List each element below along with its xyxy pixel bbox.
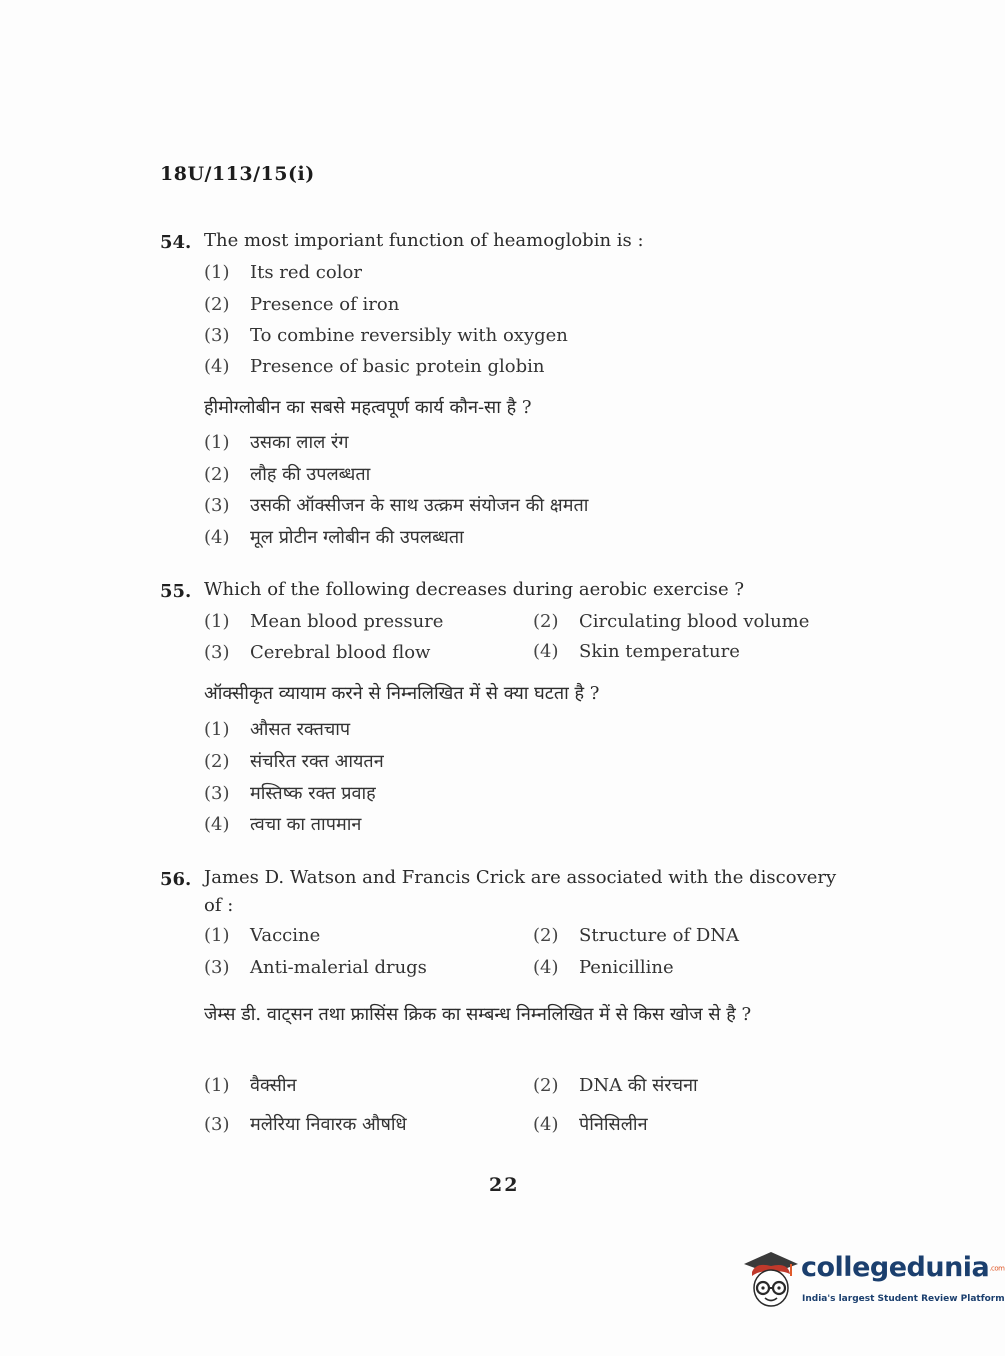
hindi-option bbox=[204, 430, 349, 454]
option bbox=[204, 262, 362, 283]
option-text: Vaccine bbox=[250, 925, 321, 946]
page-number: 22 bbox=[489, 1174, 520, 1196]
option-number: (2) bbox=[204, 751, 230, 772]
hindi-option bbox=[204, 493, 588, 517]
option-text: Penicilline bbox=[579, 957, 674, 978]
option-text: मस्तिष्क रक्त प्रवाह bbox=[250, 783, 376, 804]
option-number: (2) bbox=[533, 925, 559, 946]
hindi-option bbox=[533, 1112, 648, 1136]
option bbox=[533, 611, 809, 632]
option-number: (3) bbox=[204, 495, 230, 516]
option-number: (2) bbox=[533, 1075, 559, 1096]
option-number: (3) bbox=[204, 1114, 230, 1135]
hindi-question-text: जेम्स डी. वाट्सन तथा फ्रासिंस क्रिक का सम्बन्ध निम्नलिखित में से किस खोज से है ? bbox=[204, 1004, 752, 1025]
hindi-option bbox=[533, 1073, 698, 1097]
option-number: (4) bbox=[204, 527, 230, 548]
option-number: (1) bbox=[204, 1075, 230, 1096]
option-text: पेनिसिलीन bbox=[579, 1114, 648, 1135]
option-text: Cerebral blood flow bbox=[250, 642, 431, 663]
option bbox=[204, 325, 568, 346]
option-text: To combine reversibly with oxygen bbox=[250, 325, 568, 346]
option bbox=[204, 356, 545, 377]
option-text: DNA की संरचना bbox=[579, 1075, 698, 1096]
option-text: Mean blood pressure bbox=[250, 611, 444, 632]
option-text: उसकी ऑक्सीजन के साथ उत्क्रम संयोजन की क्षमता bbox=[250, 495, 589, 516]
option-number: (4) bbox=[533, 957, 559, 978]
option-number: (4) bbox=[533, 641, 559, 662]
option-text: Structure of DNA bbox=[579, 925, 740, 946]
option bbox=[533, 957, 674, 978]
option bbox=[204, 611, 443, 632]
option-text: संचरित रक्त आयतन bbox=[250, 751, 384, 772]
option-text: उसका लाल रंग bbox=[250, 432, 349, 453]
option-number: (1) bbox=[204, 432, 230, 453]
option-text: मलेरिया निवारक औषधि bbox=[250, 1114, 407, 1135]
question-text: The most imporiant function of heamoglobin is : bbox=[204, 230, 644, 251]
option-text: मूल प्रोटीन ग्लोबीन की उपलब्धता bbox=[250, 527, 464, 548]
question-number: 56. bbox=[160, 869, 192, 890]
option bbox=[533, 925, 739, 946]
hindi-option bbox=[204, 781, 376, 805]
option-number: (1) bbox=[204, 262, 230, 283]
option-number: (2) bbox=[204, 294, 230, 315]
option-number: (3) bbox=[204, 957, 230, 978]
hindi-option bbox=[204, 812, 361, 836]
option bbox=[204, 925, 320, 946]
option-number: (1) bbox=[204, 719, 230, 740]
option-number: (3) bbox=[204, 783, 230, 804]
option bbox=[204, 957, 427, 978]
option-number: (2) bbox=[204, 464, 230, 485]
question-number: 54. bbox=[160, 232, 192, 253]
brand-tagline: India's largest Student Review Platform bbox=[802, 1294, 1005, 1304]
option-text: Presence of basic protein globin bbox=[250, 356, 545, 377]
question-text: Which of the following decreases during aerobic exercise ? bbox=[204, 579, 744, 600]
hindi-option bbox=[204, 525, 464, 549]
hindi-option bbox=[204, 717, 350, 741]
brand-suffix: .com bbox=[989, 1264, 1005, 1273]
option-number: (1) bbox=[204, 611, 230, 632]
hindi-option bbox=[204, 1112, 407, 1136]
option-number: (2) bbox=[533, 611, 559, 632]
option-text: Its red color bbox=[250, 262, 362, 283]
hindi-question-text: ऑक्सीकृत व्यायाम करने से निम्नलिखित में से क्या घटता है ? bbox=[204, 683, 600, 704]
collegedunia-logo bbox=[742, 1250, 1005, 1320]
hindi-option bbox=[204, 462, 370, 486]
option-number: (3) bbox=[204, 642, 230, 663]
option-text: वैक्सीन bbox=[250, 1075, 297, 1096]
hindi-question-text: हीमोग्लोबीन का सबसे महत्वपूर्ण कार्य कौन-सा है ? bbox=[204, 397, 532, 418]
question-number: 55. bbox=[160, 581, 192, 602]
option-text: Presence of iron bbox=[250, 294, 400, 315]
option-text: Skin temperature bbox=[579, 641, 740, 662]
option-number: (1) bbox=[204, 925, 230, 946]
hindi-option bbox=[204, 1073, 297, 1097]
option-text: औसत रक्तचाप bbox=[250, 719, 351, 740]
option bbox=[204, 294, 399, 315]
option bbox=[204, 642, 430, 663]
option-number: (3) bbox=[204, 325, 230, 346]
option bbox=[533, 641, 740, 662]
option-text: Circulating blood volume bbox=[579, 611, 810, 632]
student-mascot-icon bbox=[742, 1250, 800, 1312]
brand-name: collegedunia bbox=[801, 1252, 990, 1283]
option-number: (4) bbox=[204, 356, 230, 377]
question-text: James D. Watson and Francis Crick are associated with the discovery of : bbox=[204, 867, 837, 916]
option-text: त्वचा का तापमान bbox=[250, 814, 362, 835]
option-number: (4) bbox=[533, 1114, 559, 1135]
paper-code: 18U/113/15(i) bbox=[160, 163, 315, 185]
option-text: Anti-malerial drugs bbox=[250, 957, 427, 978]
option-text: लौह की उपलब्धता bbox=[250, 464, 371, 485]
hindi-option bbox=[204, 749, 384, 773]
option-number: (4) bbox=[204, 814, 230, 835]
